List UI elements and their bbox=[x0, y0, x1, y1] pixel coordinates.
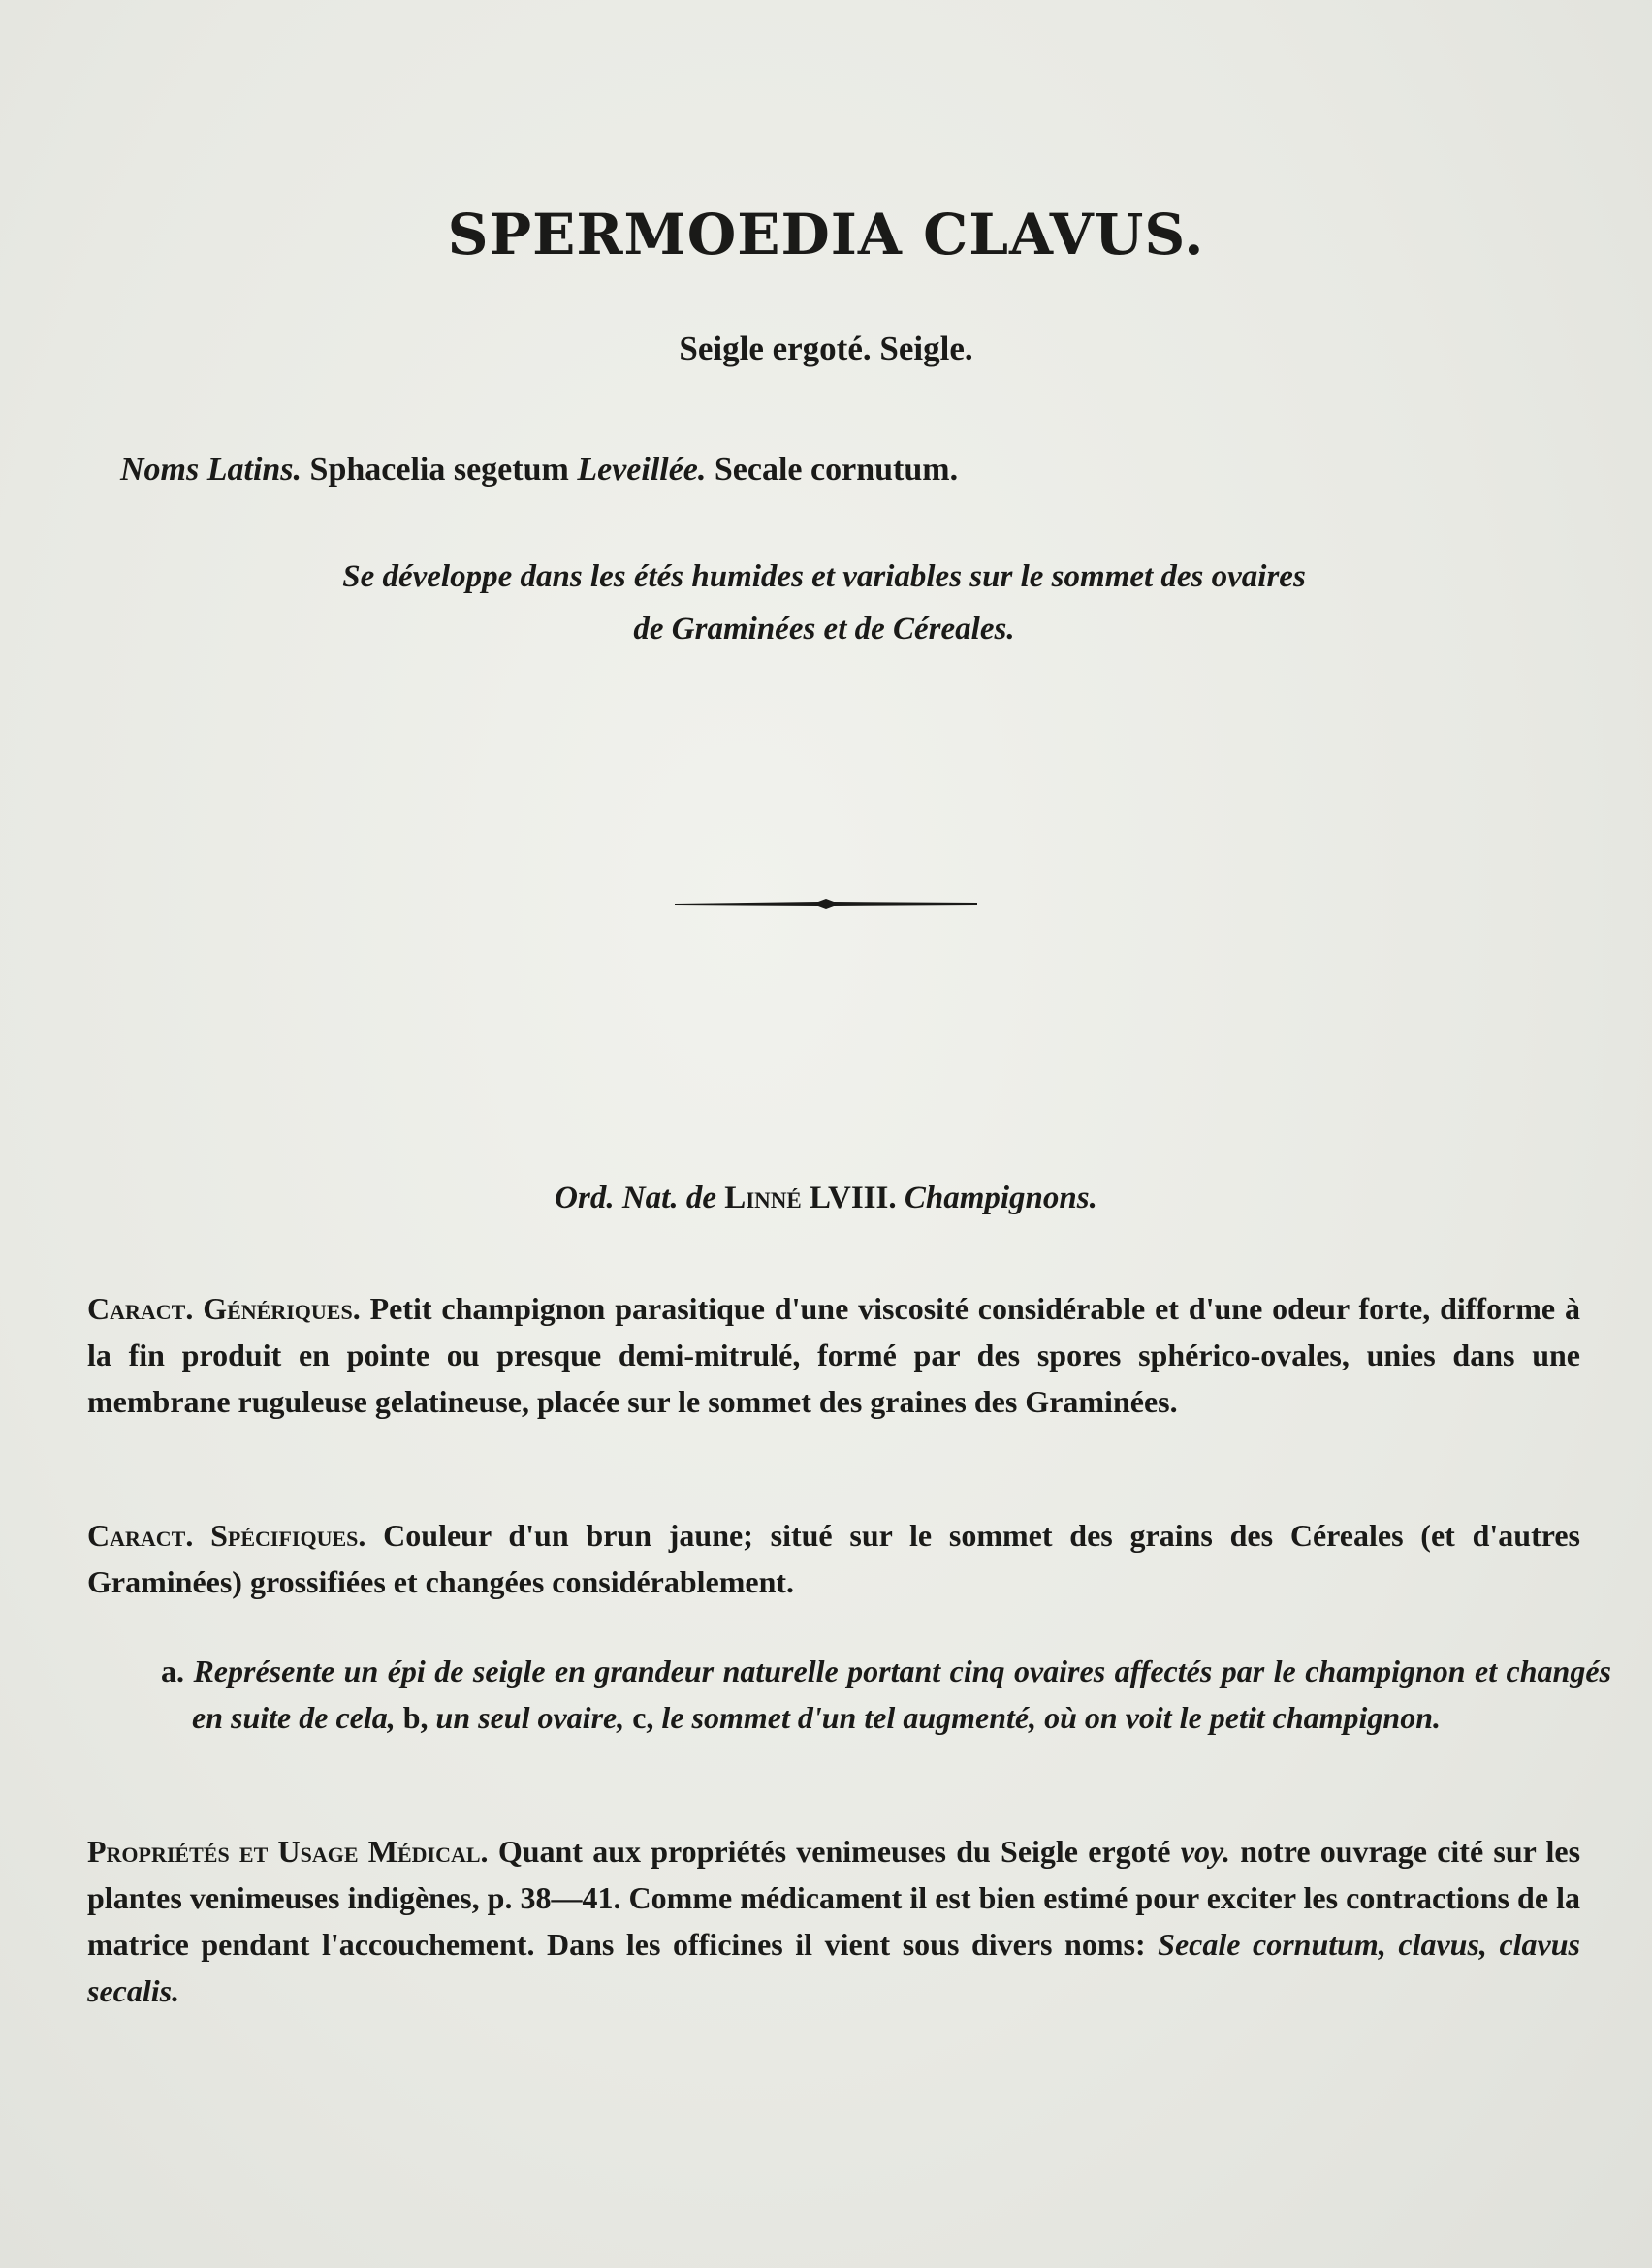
medical-text-1: Quant aux propriétés venimeuses du Seigle ergoté bbox=[497, 1834, 1171, 1869]
order-prefix: Ord. Nat. de bbox=[555, 1181, 716, 1215]
latin-name-2: Secale cornutum. bbox=[714, 452, 959, 488]
latin-names bbox=[120, 452, 1477, 488]
plate-label-b: b, bbox=[402, 1700, 429, 1735]
specific-heading: Caract. Spécifiques. bbox=[87, 1518, 366, 1553]
medical-heading: Propriétés et Usage Médical. bbox=[87, 1834, 489, 1869]
medical-text-2: notre ouvrage cité sur les plantes venimeuses indigènes, p. 38—41. Comme médicament il est bien estimé pour exciter les contractions de la matrice pendant l'accouchement. Dans les officines il vient sous divers noms: bbox=[87, 1834, 1581, 1962]
medical-names: Secale cornutum, clavus, clavus secalis. bbox=[87, 1927, 1581, 2008]
generic-text: Petit champignon parasitique d'une viscosité considérable et d'une odeur forte, difforme à la fin produit en pointe ou presque demi-mitrulé, formé par des spores sphérico-ovales, unies dans une membrane ruguleuse gelatineuse, placée sur le sommet des graines des Graminées. bbox=[87, 1291, 1580, 1419]
medical-properties bbox=[87, 1828, 1580, 2014]
ornamental-rule bbox=[673, 898, 979, 911]
plate-explanation bbox=[161, 1648, 1611, 1741]
latin-name-1: Sphacelia segetum bbox=[309, 452, 569, 488]
order-linne: Linné bbox=[724, 1181, 802, 1215]
natural-order bbox=[0, 1181, 1652, 1216]
generic-characters bbox=[87, 1285, 1580, 1425]
plate-text-3: le sommet d'un tel augmenté, où on voit le petit champignon. bbox=[661, 1700, 1442, 1735]
medical-voy: voy. bbox=[1180, 1834, 1230, 1869]
plate-text-1: Représente un épi de seigle en grandeur naturelle portant cinq ovaires affectés par le champignon et changés en suite de cela, bbox=[192, 1654, 1612, 1735]
plate-label-a: a. bbox=[161, 1654, 184, 1688]
latin-names-label: Noms Latins. bbox=[120, 452, 302, 488]
generic-heading: Caract. Génériques. bbox=[87, 1291, 361, 1326]
habitat-line-2: de Graminées et de Céreales. bbox=[633, 612, 1015, 646]
species-title: SPERMOEDIA CLAVUS. bbox=[447, 202, 1205, 268]
habitat-line-1: Se développe dans les étés humides et variables sur le sommet des ovaires bbox=[342, 559, 1306, 594]
plate-text-2: un seul ovaire, bbox=[435, 1700, 625, 1735]
plate-label-c: c, bbox=[632, 1700, 654, 1735]
specific-characters bbox=[87, 1512, 1580, 1605]
specific-text: Couleur d'un brun jaune; situé sur le sommet des grains des Céreales (et d'autres Graminées) grossifiées et changées considérablement. bbox=[87, 1518, 1581, 1599]
order-family: Champignons. bbox=[904, 1181, 1097, 1215]
common-names: Seigle ergoté. Seigle. bbox=[679, 330, 973, 367]
habitat-description bbox=[145, 551, 1503, 655]
order-number: LVIII. bbox=[810, 1181, 897, 1215]
latin-name-author: Leveillée. bbox=[577, 452, 707, 488]
